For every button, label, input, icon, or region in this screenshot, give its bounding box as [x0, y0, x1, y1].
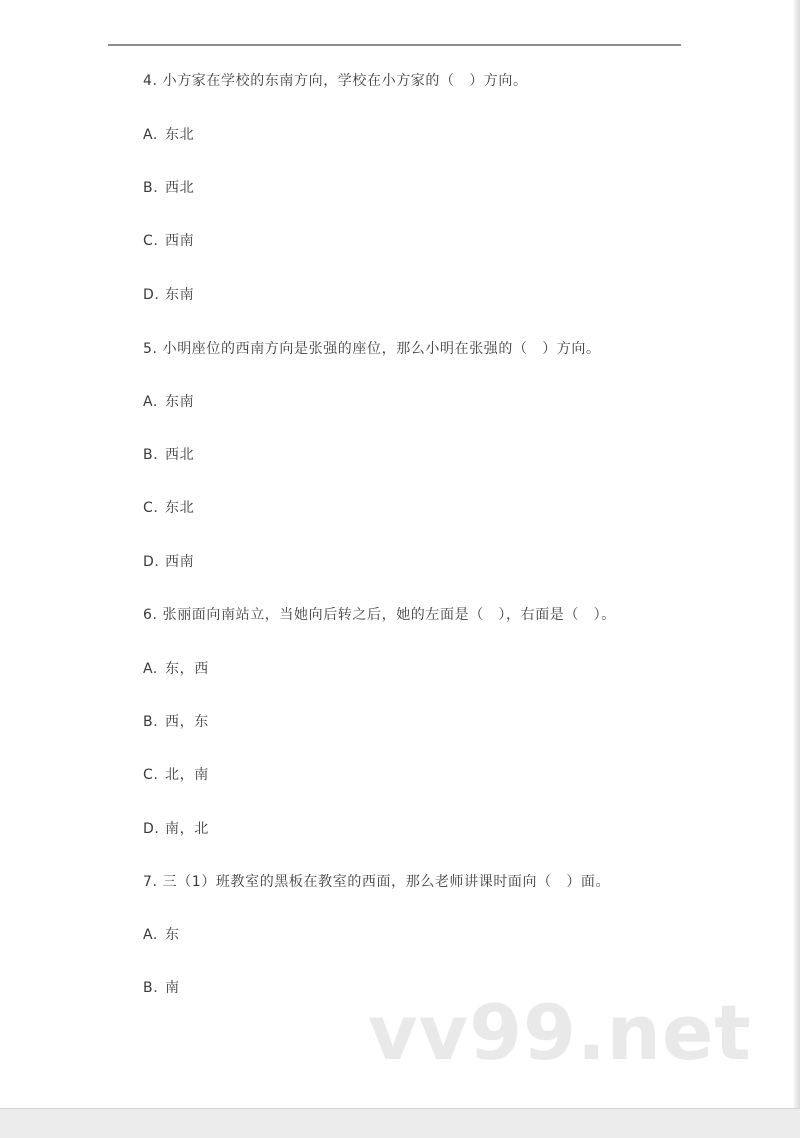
header-rule — [108, 44, 681, 46]
viewer-bottom-strip — [0, 1108, 800, 1138]
option-text: 东北 — [165, 127, 195, 143]
option-label: D. — [143, 287, 160, 303]
question-4-option-a — [143, 126, 194, 144]
question-7-option-a — [143, 926, 180, 944]
option-label: D. — [143, 554, 160, 570]
question-6-option-b — [143, 713, 209, 731]
option-text: 西南 — [165, 233, 195, 249]
option-label: D. — [143, 821, 160, 837]
question-4-option-c — [143, 232, 194, 250]
question-6-stem: 6. 张丽面向南站立，当她向后转之后，她的左面是（ ），右面是（ ）。 — [143, 607, 616, 623]
option-label: B. — [143, 714, 159, 730]
question-6-option-a — [143, 660, 209, 678]
question-5-option-a — [143, 393, 194, 411]
option-text: 东南 — [165, 287, 195, 303]
question-7-option-b — [143, 979, 180, 997]
option-text: 南，北 — [165, 821, 209, 837]
question-4-stem: 4. 小方家在学校的东南方向，学校在小方家的（ ）方向。 — [143, 73, 528, 89]
question-5-option-b — [143, 446, 194, 464]
option-label: A. — [143, 127, 158, 143]
question-4-option-b — [143, 179, 194, 197]
question-5-option-d — [143, 553, 194, 571]
option-label: C. — [143, 233, 159, 249]
option-text: 北，南 — [165, 767, 209, 783]
option-label: A. — [143, 394, 158, 410]
option-text: 东 — [165, 927, 180, 943]
watermark: vv99.net — [368, 988, 752, 1077]
option-text: 南 — [165, 980, 180, 996]
option-text: 东北 — [165, 500, 195, 516]
option-label: C. — [143, 767, 159, 783]
question-6-option-c — [143, 766, 209, 784]
option-label: B. — [143, 980, 159, 996]
option-label: B. — [143, 180, 159, 196]
question-5-stem: 5. 小明座位的西南方向是张强的座位，那么小明在张强的（ ）方向。 — [143, 341, 601, 357]
option-label: C. — [143, 500, 159, 516]
option-text: 西北 — [165, 447, 195, 463]
question-6-option-d — [143, 820, 209, 838]
option-text: 西南 — [165, 554, 195, 570]
option-label: A. — [143, 927, 158, 943]
option-text: 西，东 — [165, 714, 209, 730]
option-text: 东，西 — [165, 661, 209, 677]
page-edge — [794, 0, 800, 1108]
option-text: 东南 — [165, 394, 195, 410]
question-4-option-d — [143, 286, 194, 304]
option-label: B. — [143, 447, 159, 463]
question-7-stem: 7. 三（1）班教室的黑板在教室的西面，那么老师讲课时面向（ ）面。 — [143, 874, 611, 890]
question-5-option-c — [143, 499, 194, 517]
option-label: A. — [143, 661, 158, 677]
option-text: 西北 — [165, 180, 195, 196]
